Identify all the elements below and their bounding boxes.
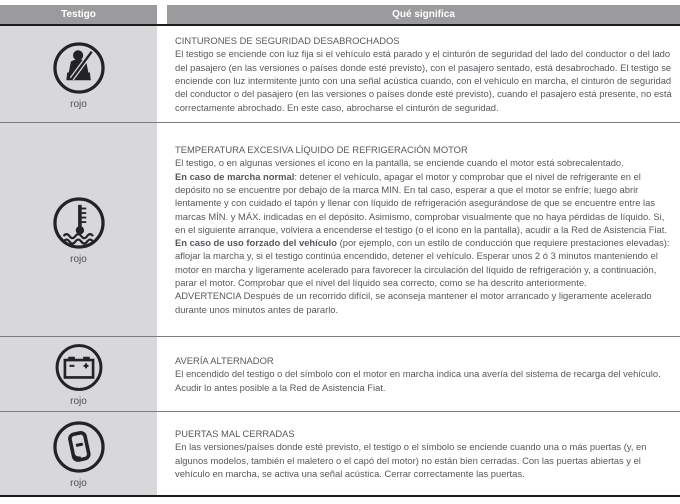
row-paragraph: El testigo se enciende con luz fija si el vehículo está parado y el cinturón de seguridad del lado del conductor o del lado del pasajero (en las versiones o países donde esté previsto), con el pasajero sentado, está desabrochado. El testigo se enciende con luz intermitente junto con una señal acústica cuando, con el vehículo en marcha, el cinturón de seguridad del conductor o del pasajero (en las versiones o países donde esté previsto), cuando el pasajero está presente, no está correctamente abrochado. En este caso, abrocharse el cinturón de seguridad. — [175, 48, 672, 113]
telltale-color-label: rojo — [70, 254, 87, 265]
row-paragraph: ADVERTENCIA Después de un recorrido difícil, se aconseja mantener el motor arrancado y ligeramente acelerado durante unos minutos antes de pararlo. — [175, 290, 652, 315]
row-title: AVERÍA ALTERNADOR — [175, 355, 274, 367]
telltale-color-label: rojo — [70, 98, 87, 110]
table-row — [0, 412, 680, 497]
door-open-icon — [50, 418, 108, 476]
row-title: TEMPERATURA EXCESIVA LÍQUIDO DE REFRIGERACIÓN MOTOR — [175, 144, 468, 156]
seatbelt-warning-icon — [50, 39, 108, 97]
column-gap — [157, 26, 167, 122]
telltale-color-label: rojo — [70, 396, 87, 407]
column-gap — [157, 5, 167, 24]
significado-cell — [167, 337, 680, 411]
testigo-cell-battery — [0, 337, 157, 411]
testigo-cell-seatbelt — [0, 26, 157, 122]
header-que-significa: Qué significa — [167, 5, 680, 24]
warning-lights-table — [0, 5, 680, 497]
row-paragraph: El testigo, o en algunas versiones el icono en la pantalla, se enciende cuando el motor está sobrecalentado. — [175, 157, 624, 169]
row-paragraph: El encendido del testigo o del símbolo con el motor en marcha indica una avería del sistema de recarga del vehículo. Acudir lo antes posible a la Red de Asistencia Fiat. — [175, 368, 661, 393]
table-row — [0, 123, 680, 337]
table-row — [0, 26, 680, 123]
header-testigo: Testigo — [0, 5, 157, 24]
significado-cell — [167, 123, 680, 336]
row-paragraph: En las versiones/países donde esté previsto, el testigo o el símbolo se enciende cuando una o más puertas (y, en algunos modelos, también el maletero o el capó del motor) no están bien cerradas. Con las puertas abiertas y el vehículo en marcha, se activa una señal acústica. Cerrar correctamente las puertas. — [175, 441, 647, 479]
column-gap — [157, 123, 167, 336]
column-gap — [157, 412, 167, 495]
testigo-cell-coolant — [0, 123, 157, 336]
significado-cell — [167, 26, 680, 122]
battery-icon — [50, 341, 108, 394]
row-paragraph: En caso de marcha normal: detener el vehículo, apagar el motor y comprobar que el nivel de refrigerante en el depósito no se encuentre por debajo de la marca MIN. En tal caso, esperar a que el motor se enfríe; luego abrir lentamente y con cuidado el tapón y llenar con líquido de refrigeración asegurándose de que se encuentre entre las marcas MÍN. y MÁX. indicadas en el depósito. Asimismo, comprobar visualmente que no haya pérdidas de líquido. Si, en el siguiente arranque, volviera a encenderse el testigo (o el icono en la pantalla), acudir a la Red de Asistencia Fiat. — [175, 170, 667, 235]
testigo-cell-door — [0, 412, 157, 495]
coolant-temperature-icon — [50, 194, 108, 252]
telltale-color-label: rojo — [70, 478, 87, 489]
row-title: CINTURONES DE SEGURIDAD DESABROCHADOS — [175, 35, 400, 47]
table-header — [0, 5, 680, 26]
significado-cell — [167, 412, 680, 495]
row-title: PUERTAS MAL CERRADAS — [175, 427, 295, 439]
column-gap — [157, 337, 167, 411]
row-paragraph: En caso de uso forzado del vehículo (por ejemplo, con un estilo de conducción que requiere prestaciones elevadas): aflojar la marcha y, si el testigo continúa encendido, detener el vehículo. Esperar unos 2 ó 3 minutos manteniendo el motor en marcha y ligeramente acelerado para favorecer la circulación del líquido de refrigeración y, a continuación, parar el motor. Comprobar que el nivel del líquido sea correcto, como se ha descrito anteriormente. — [175, 237, 670, 289]
table-row — [0, 337, 680, 412]
